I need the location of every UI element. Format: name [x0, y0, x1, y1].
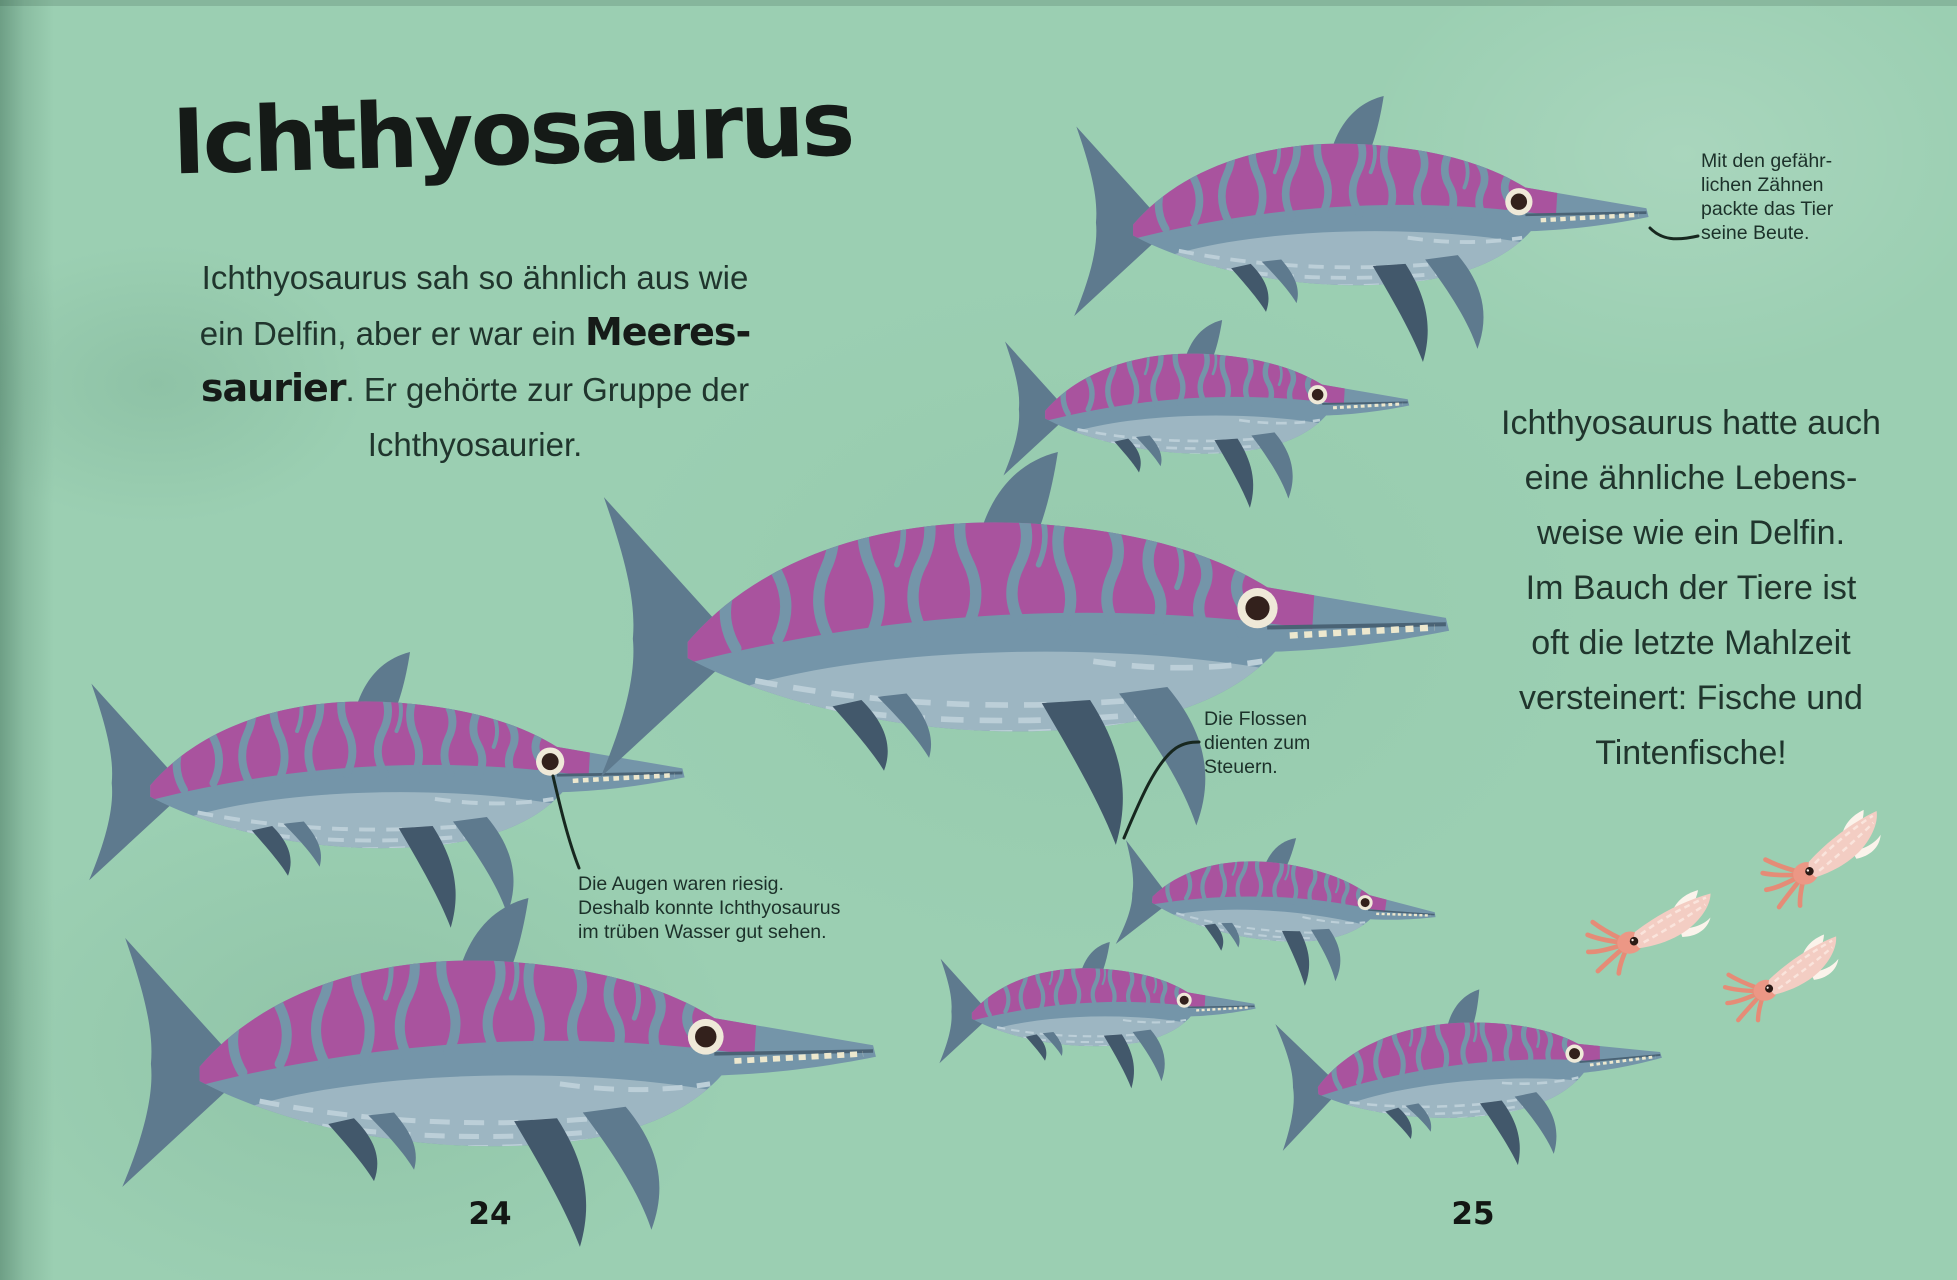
fins-annotation	[1204, 707, 1310, 779]
annotation-line: Steuern.	[1204, 756, 1278, 778]
right-paragraph-line: oft die letzte Mahlzeit	[1531, 624, 1851, 662]
intro-text-bold: saurier	[200, 366, 346, 410]
intro-line	[175, 305, 775, 361]
annotation-line: dienten zum	[1204, 732, 1311, 754]
right-paragraph-line: versteinert: Fische und	[1519, 679, 1863, 717]
intro-line: Ichthyosaurus sah so ähnlich aus wie	[201, 259, 749, 296]
intro-text-bold: Meeres-	[584, 310, 751, 354]
teeth-note-pointer-line	[1650, 228, 1698, 239]
right-page-number: 25	[1451, 1196, 1495, 1232]
page-title: Ichthyosaurus	[170, 71, 854, 196]
annotation-line: seine Beute.	[1701, 222, 1810, 244]
ichthyosaur-illustration	[1272, 977, 1668, 1182]
annotation-line: Die Flossen	[1204, 708, 1307, 730]
right-paragraph-line: eine ähnliche Lebens-	[1524, 459, 1858, 497]
right-paragraph-line: Ichthyosaurus hatte auch	[1501, 404, 1881, 442]
ichthyosaur-illustration	[601, 452, 1449, 845]
right-paragraph-line: Im Bauch der Tiere ist	[1525, 569, 1857, 607]
intro-line	[175, 361, 775, 417]
annotation-line: Die Augen waren riesig.	[578, 873, 784, 895]
annotation-line: packte das Tier	[1701, 198, 1834, 220]
annotation-line: lichen Zähnen	[1701, 174, 1824, 196]
ichthyosaur-illustration	[122, 898, 876, 1247]
intro-text-regular: . Er gehörte zur Gruppe der	[345, 371, 750, 408]
annotation-line: Mit den gefähr-	[1701, 150, 1833, 172]
teeth-annotation	[1701, 149, 1833, 245]
annotation-line: im trüben Wasser gut sehen.	[578, 921, 827, 943]
squid-illustration	[1752, 806, 1897, 914]
eyes-annotation	[578, 872, 840, 944]
squid-illustration	[1582, 888, 1720, 977]
intro-line: Ichthyosaurier.	[367, 426, 583, 463]
ichthyosaur-illustration	[1114, 823, 1442, 996]
ichthyosaur-illustration	[1074, 96, 1648, 362]
ichthyosaur-illustration	[939, 942, 1255, 1088]
right-paragraph-line: weise wie ein Delfin.	[1536, 514, 1846, 552]
intro-paragraph	[175, 250, 775, 472]
annotation-line: Deshalb konnte Ichthyosaurus	[578, 897, 841, 919]
left-page-number: 24	[468, 1196, 512, 1232]
intro-text-regular: ein Delfin, aber er war ein	[199, 315, 585, 352]
right-paragraph-line: Tintenfische!	[1595, 734, 1787, 772]
right-paragraph	[1452, 396, 1930, 781]
ichthyosaur-illustration	[1003, 320, 1409, 508]
squid-illustration	[1717, 932, 1851, 1027]
